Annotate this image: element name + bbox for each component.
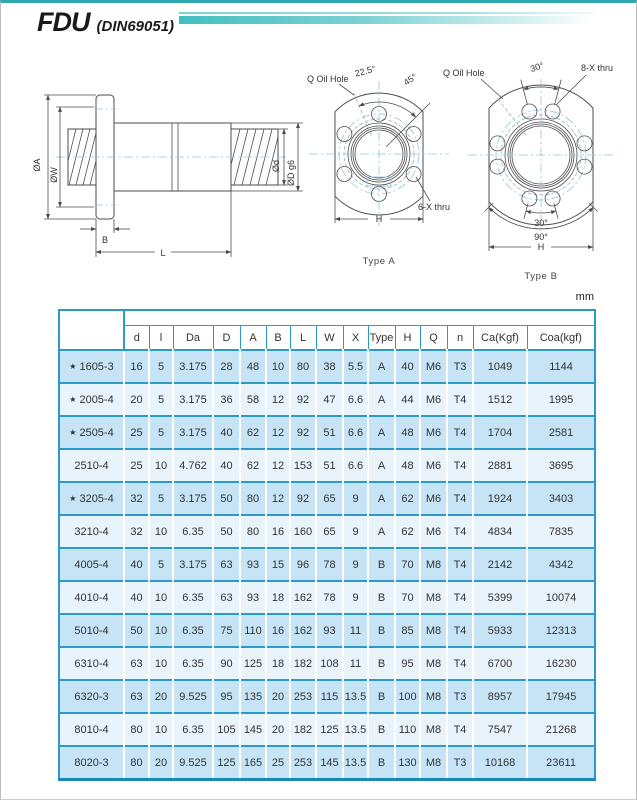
value-cell: T4 [447, 614, 473, 647]
value-cell: 182 [290, 713, 316, 746]
column-header: W [316, 326, 343, 351]
value-cell: M8 [420, 713, 447, 746]
value-cell: 92 [290, 383, 316, 416]
value-cell: 12 [266, 416, 290, 449]
column-header: l [149, 326, 173, 351]
column-header: D [213, 326, 240, 351]
column-header: Da [173, 326, 213, 351]
value-cell: 3403 [527, 482, 595, 515]
value-cell: 3.175 [173, 383, 213, 416]
value-cell: 2581 [527, 416, 595, 449]
angle-22-label: 22.5° [353, 63, 377, 79]
table-row [59, 482, 595, 515]
dim-label-b: B [101, 235, 109, 245]
model-cell: ★ 1605-3 [59, 350, 124, 383]
value-cell: 5 [149, 548, 173, 581]
table-row [59, 515, 595, 548]
value-cell: 95 [213, 680, 240, 713]
column-header: Ca(Kgf) [473, 326, 527, 351]
value-cell: 70 [395, 581, 420, 614]
column-header: A [240, 326, 266, 351]
value-cell: T4 [447, 548, 473, 581]
page-header [37, 7, 174, 38]
table-row [59, 416, 595, 449]
value-cell: 47 [316, 383, 343, 416]
table-row [59, 449, 595, 482]
value-cell: M6 [420, 350, 447, 383]
star-icon: ★ [69, 394, 77, 404]
value-cell: 10 [149, 614, 173, 647]
header-rule-thin [179, 12, 594, 14]
value-cell: 63 [213, 581, 240, 614]
value-cell: 9 [343, 482, 368, 515]
model-cell: 4010-4 [59, 581, 124, 614]
value-cell: 62 [395, 482, 420, 515]
value-cell: 32 [124, 482, 149, 515]
value-cell: 145 [316, 746, 343, 780]
value-cell: 5399 [473, 581, 527, 614]
band-cell [124, 310, 595, 326]
value-cell: M6 [420, 416, 447, 449]
spec-table-body [59, 350, 595, 780]
value-cell: B [368, 548, 395, 581]
thru-label-b: 8-X thru [581, 63, 614, 73]
value-cell: 160 [290, 515, 316, 548]
table-row [59, 680, 595, 713]
value-cell: 65 [316, 482, 343, 515]
table-row [59, 746, 595, 780]
value-cell: 15 [266, 548, 290, 581]
value-cell: 110 [395, 713, 420, 746]
value-cell: 51 [316, 449, 343, 482]
value-cell: B [368, 746, 395, 780]
value-cell: A [368, 482, 395, 515]
value-cell: 75 [213, 614, 240, 647]
value-cell: T4 [447, 581, 473, 614]
value-cell: 44 [395, 383, 420, 416]
band-row [59, 310, 595, 326]
value-cell: 93 [240, 548, 266, 581]
value-cell: 1924 [473, 482, 527, 515]
value-cell: 253 [290, 680, 316, 713]
value-cell: 12 [266, 449, 290, 482]
value-cell: 130 [395, 746, 420, 780]
value-cell: 5 [149, 383, 173, 416]
model-cell: 6310-4 [59, 647, 124, 680]
value-cell: 50 [213, 515, 240, 548]
value-cell: 63 [213, 548, 240, 581]
star-icon: ★ [69, 493, 77, 503]
type-a-caption: Type A [362, 256, 396, 267]
value-cell: 125 [240, 647, 266, 680]
value-cell: 3.175 [173, 416, 213, 449]
value-cell: M8 [420, 680, 447, 713]
value-cell: 16 [266, 614, 290, 647]
value-cell: 108 [316, 647, 343, 680]
value-cell: 40 [213, 449, 240, 482]
value-cell: 6.35 [173, 581, 213, 614]
value-cell: 5.5 [343, 350, 368, 383]
value-cell: M6 [420, 449, 447, 482]
value-cell: 25 [266, 746, 290, 780]
dim-label-l: L [160, 248, 166, 258]
model-cell: 4005-4 [59, 548, 124, 581]
value-cell: M8 [420, 581, 447, 614]
value-cell: 28 [213, 350, 240, 383]
value-cell: 1512 [473, 383, 527, 416]
value-cell: 1995 [527, 383, 595, 416]
value-cell: 125 [316, 713, 343, 746]
value-cell: 4834 [473, 515, 527, 548]
value-cell: T3 [447, 680, 473, 713]
value-cell: 40 [124, 581, 149, 614]
value-cell: 65 [316, 515, 343, 548]
value-cell: 12 [266, 482, 290, 515]
value-cell: 5 [149, 350, 173, 383]
value-cell: B [368, 680, 395, 713]
value-cell: 6.6 [343, 449, 368, 482]
value-cell: 51 [316, 416, 343, 449]
value-cell: 40 [395, 350, 420, 383]
value-cell: 110 [240, 614, 266, 647]
value-cell: 92 [290, 416, 316, 449]
value-cell: 10 [149, 515, 173, 548]
angle-bottom-small-label: 30° [534, 218, 548, 228]
value-cell: 13.5 [343, 680, 368, 713]
value-cell: 78 [316, 581, 343, 614]
value-cell: B [368, 581, 395, 614]
value-cell: 12313 [527, 614, 595, 647]
value-cell: 9.525 [173, 746, 213, 780]
value-cell: 11 [343, 647, 368, 680]
value-cell: 125 [213, 746, 240, 780]
table-row [59, 548, 595, 581]
model-cell: ★ 2505-4 [59, 416, 124, 449]
value-cell: 16230 [527, 647, 595, 680]
value-cell: 9 [343, 548, 368, 581]
value-cell: 40 [124, 548, 149, 581]
value-cell: 105 [213, 713, 240, 746]
value-cell: M6 [420, 515, 447, 548]
type-b-caption: Type B [524, 271, 558, 282]
value-cell: T3 [447, 746, 473, 780]
value-cell: 5933 [473, 614, 527, 647]
dim-label-h-a: H [375, 214, 383, 224]
value-cell: M8 [420, 614, 447, 647]
value-cell: M6 [420, 383, 447, 416]
value-cell: 6.35 [173, 515, 213, 548]
value-cell: 93 [240, 581, 266, 614]
value-cell: 3695 [527, 449, 595, 482]
value-cell: 20 [266, 713, 290, 746]
value-cell: 20 [266, 680, 290, 713]
value-cell: 10 [149, 647, 173, 680]
value-cell: 38 [316, 350, 343, 383]
oil-hole-label-b: Q Oil Hole [443, 68, 485, 78]
value-cell: 12 [266, 383, 290, 416]
value-cell: T4 [447, 713, 473, 746]
value-cell: B [368, 713, 395, 746]
value-cell: 63 [124, 647, 149, 680]
value-cell: 48 [395, 416, 420, 449]
dim-label-dia-d: Ød [271, 159, 281, 173]
value-cell: B [368, 647, 395, 680]
value-cell: 62 [240, 449, 266, 482]
value-cell: T4 [447, 416, 473, 449]
value-cell: 182 [290, 647, 316, 680]
value-cell: 78 [316, 548, 343, 581]
value-cell: 50 [124, 614, 149, 647]
table-row [59, 614, 595, 647]
value-cell: 10 [149, 449, 173, 482]
value-cell: 48 [240, 350, 266, 383]
value-cell: 8957 [473, 680, 527, 713]
value-cell: 145 [240, 713, 266, 746]
value-cell: T4 [447, 449, 473, 482]
angle-bottom-big-label: 90° [534, 232, 548, 242]
value-cell: 50 [213, 482, 240, 515]
value-cell: 18 [266, 581, 290, 614]
model-cell: 5010-4 [59, 614, 124, 647]
value-cell: 23611 [527, 746, 595, 780]
value-cell: 3.175 [173, 482, 213, 515]
value-cell: 9 [343, 581, 368, 614]
value-cell: B [368, 614, 395, 647]
value-cell: 80 [240, 482, 266, 515]
value-cell: 165 [240, 746, 266, 780]
value-cell: 80 [240, 515, 266, 548]
model-cell: 6320-3 [59, 680, 124, 713]
page-title: FDU [37, 7, 90, 37]
value-cell: A [368, 449, 395, 482]
value-cell: 25 [124, 449, 149, 482]
value-cell: 4.762 [173, 449, 213, 482]
value-cell: A [368, 350, 395, 383]
value-cell: M8 [420, 647, 447, 680]
column-header: B [266, 326, 290, 351]
value-cell: 58 [240, 383, 266, 416]
value-cell: 5 [149, 416, 173, 449]
value-cell: 95 [395, 647, 420, 680]
value-cell: 92 [290, 482, 316, 515]
value-cell: 63 [124, 680, 149, 713]
column-header: X [343, 326, 368, 351]
value-cell: 6.6 [343, 416, 368, 449]
value-cell: 20 [149, 746, 173, 780]
value-cell: T4 [447, 515, 473, 548]
table-row [59, 713, 595, 746]
angle-45-label: 45° [401, 71, 419, 88]
value-cell: 9 [343, 515, 368, 548]
value-cell: 3.175 [173, 548, 213, 581]
value-cell: 96 [290, 548, 316, 581]
value-cell: 10 [149, 713, 173, 746]
column-header: n [447, 326, 473, 351]
table-row [59, 647, 595, 680]
oil-hole-label-a: Q Oil Hole [307, 74, 349, 84]
value-cell: 48 [395, 449, 420, 482]
angle-top-label-b: 30° [529, 60, 546, 75]
value-cell: 10 [266, 350, 290, 383]
value-cell: 7547 [473, 713, 527, 746]
column-header: Type [368, 326, 395, 351]
value-cell: 162 [290, 614, 316, 647]
value-cell: A [368, 383, 395, 416]
dim-label-h-b: H [537, 242, 545, 252]
type-b-drawing [441, 55, 636, 290]
table-row [59, 383, 595, 416]
value-cell: 1144 [527, 350, 595, 383]
value-cell: 16 [124, 350, 149, 383]
value-cell: 10074 [527, 581, 595, 614]
value-cell: 2881 [473, 449, 527, 482]
value-cell: 25 [124, 416, 149, 449]
value-cell: 40 [213, 416, 240, 449]
value-cell: 18 [266, 647, 290, 680]
spec-table [58, 309, 596, 781]
table-row [59, 350, 595, 383]
column-header: H [395, 326, 420, 351]
type-a-drawing [306, 61, 461, 276]
value-cell: 100 [395, 680, 420, 713]
value-cell: M6 [420, 482, 447, 515]
value-cell: 11 [343, 614, 368, 647]
value-cell: T4 [447, 647, 473, 680]
column-header-row [59, 326, 595, 351]
value-cell: 3.175 [173, 350, 213, 383]
value-cell: 17945 [527, 680, 595, 713]
value-cell: A [368, 416, 395, 449]
value-cell: 70 [395, 548, 420, 581]
model-cell: ★ 2005-4 [59, 383, 124, 416]
value-cell: A [368, 515, 395, 548]
value-cell: 253 [290, 746, 316, 780]
table-row [59, 581, 595, 614]
unit-label: mm [575, 291, 594, 303]
column-header: L [290, 326, 316, 351]
value-cell: 80 [124, 713, 149, 746]
model-cell: 8010-4 [59, 713, 124, 746]
value-cell: 153 [290, 449, 316, 482]
value-cell: 21268 [527, 713, 595, 746]
value-cell: 13.5 [343, 746, 368, 780]
value-cell: 1704 [473, 416, 527, 449]
value-cell: 62 [395, 515, 420, 548]
value-cell: 13.5 [343, 713, 368, 746]
dim-label-dia-a: ØA [32, 158, 42, 172]
corner-cell [59, 310, 124, 350]
value-cell: M8 [420, 548, 447, 581]
value-cell: 80 [290, 350, 316, 383]
value-cell: 162 [290, 581, 316, 614]
model-cell: 3210-4 [59, 515, 124, 548]
value-cell: M8 [420, 746, 447, 780]
value-cell: 20 [124, 383, 149, 416]
star-icon: ★ [69, 427, 77, 437]
value-cell: 36 [213, 383, 240, 416]
value-cell: 1049 [473, 350, 527, 383]
value-cell: 115 [316, 680, 343, 713]
page-subtitle: (DIN69051) [96, 18, 175, 35]
value-cell: 6700 [473, 647, 527, 680]
value-cell: T3 [447, 350, 473, 383]
model-cell: ★ 3205-4 [59, 482, 124, 515]
star-icon: ★ [69, 361, 77, 371]
thru-label-a: 6-X thru [418, 202, 451, 212]
column-header: d [124, 326, 149, 351]
value-cell: 20 [149, 680, 173, 713]
value-cell: 7835 [527, 515, 595, 548]
value-cell: 2142 [473, 548, 527, 581]
model-cell: 8020-3 [59, 746, 124, 780]
value-cell: 90 [213, 647, 240, 680]
value-cell: 85 [395, 614, 420, 647]
header-rule-bar [179, 16, 594, 24]
value-cell: 4342 [527, 548, 595, 581]
side-view-drawing [26, 65, 321, 265]
value-cell: 6.35 [173, 647, 213, 680]
column-header: Coa(kgf) [527, 326, 595, 351]
value-cell: T4 [447, 383, 473, 416]
value-cell: 6.35 [173, 614, 213, 647]
value-cell: 6.35 [173, 713, 213, 746]
value-cell: 10 [149, 581, 173, 614]
dim-label-dia-d-g6: ØD g6 [286, 159, 296, 187]
model-cell: 2510-4 [59, 449, 124, 482]
value-cell: 16 [266, 515, 290, 548]
column-header: Q [420, 326, 447, 351]
value-cell: 32 [124, 515, 149, 548]
value-cell: T4 [447, 482, 473, 515]
value-cell: 62 [240, 416, 266, 449]
dim-label-dia-w: ØW [49, 167, 59, 183]
value-cell: 93 [316, 614, 343, 647]
value-cell: 80 [124, 746, 149, 780]
value-cell: 135 [240, 680, 266, 713]
value-cell: 9.525 [173, 680, 213, 713]
value-cell: 5 [149, 482, 173, 515]
value-cell: 6.6 [343, 383, 368, 416]
value-cell: 10168 [473, 746, 527, 780]
